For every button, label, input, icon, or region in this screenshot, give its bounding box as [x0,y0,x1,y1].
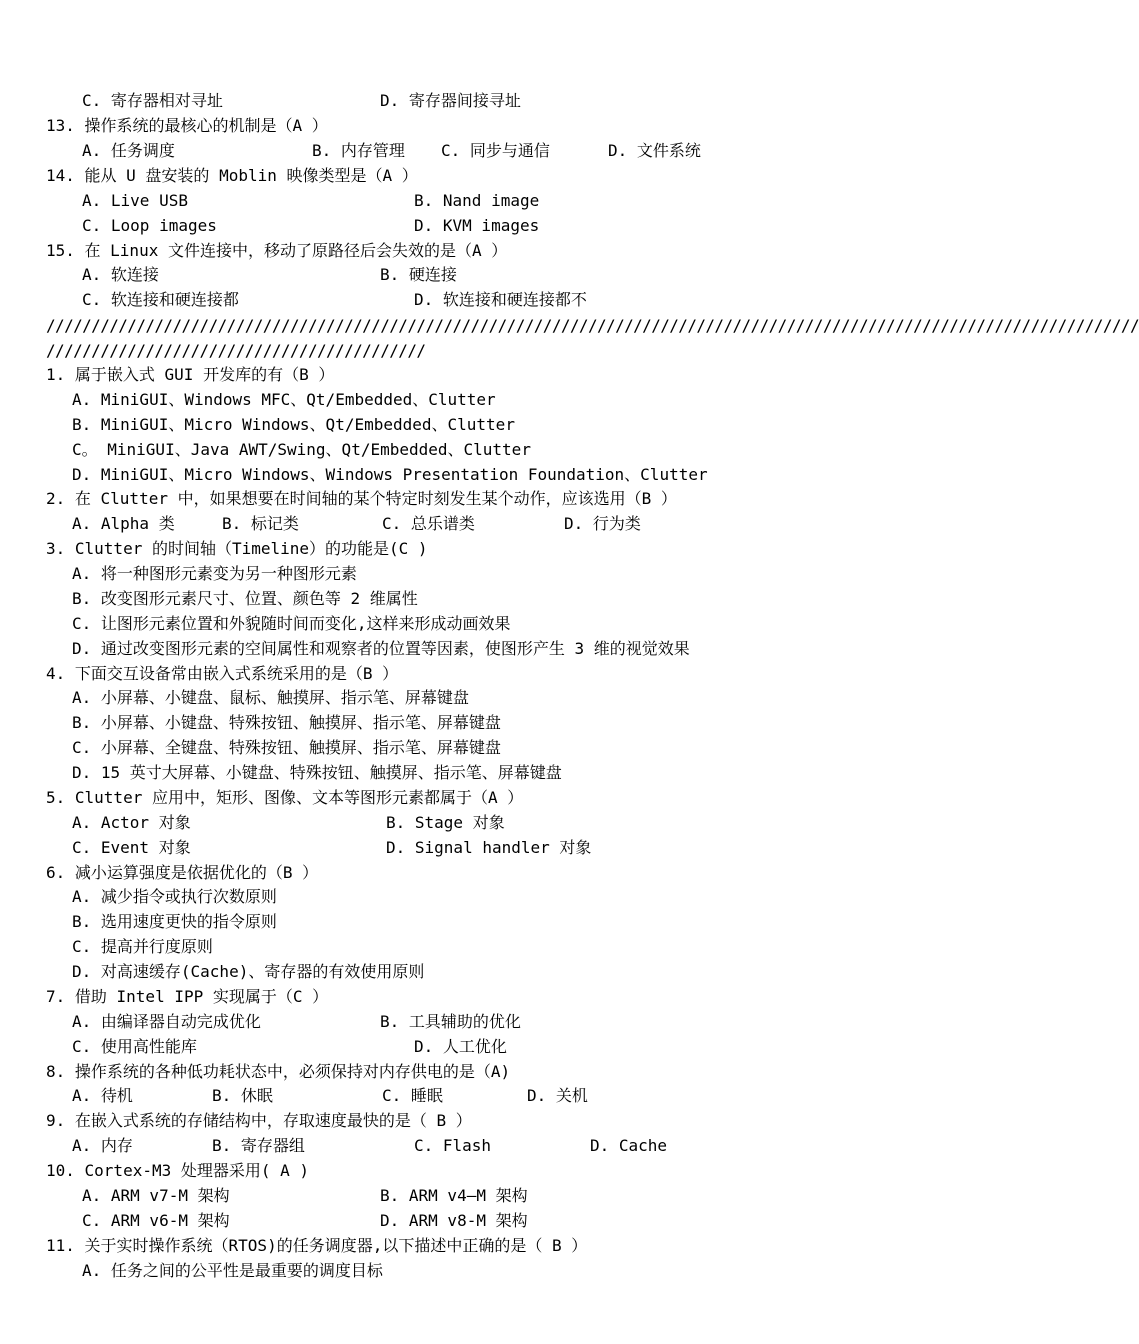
text-line: A. Live USB [82,191,188,210]
text-line: 10. Cortex-M3 处理器采用( A ) [46,1161,310,1180]
text-line: D. 人工优化 [414,1037,507,1056]
text-line: C. 总乐谱类 [382,514,475,533]
text-line: B. 小屏幕、小键盘、特殊按钮、触摸屏、指示笔、屏幕键盘 [72,713,501,732]
text-line: C. 使用高性能库 [72,1037,197,1056]
text-line: 11. 关于实时操作系统（RTOS)的任务调度器,以下描述中正确的是（ B ） [46,1236,588,1255]
text-line: C. 软连接和硬连接都 [82,290,239,309]
divider-line-1: ///////////////////////////////////////////////////////////////////////////////////////////////////////////////////////// [46,316,1139,335]
text-line: B. 标记类 [222,514,299,533]
text-line: D. 15 英寸大屏幕、小键盘、特殊按钮、触摸屏、指示笔、屏幕键盘 [72,763,562,782]
text-line: D. 文件系统 [608,141,701,160]
text-line: 15. 在 Linux 文件连接中，移动了原路径后会失效的是（A ） [46,241,508,260]
text-line: B. 硬连接 [380,265,457,284]
text-line: A. 减少指令或执行次数原则 [72,887,277,906]
text-line: 3. Clutter 的时间轴（Timeline）的功能是(C ) [46,539,428,558]
text-line: D. Signal handler 对象 [386,838,592,857]
text-line: C. 睡眠 [382,1086,443,1105]
text-line: C. Loop images [82,216,217,235]
text-line: 1. 属于嵌入式 GUI 开发库的有（B ） [46,365,335,384]
text-line: D. 对高速缓存(Cache)、寄存器的有效使用原则 [72,962,425,981]
text-line: D. 行为类 [564,514,641,533]
text-line: C. Flash [414,1136,492,1155]
text-line: A. Alpha 类 [72,514,175,533]
text-line: C. ARM v6-M 架构 [82,1211,230,1230]
text-line: D. KVM images [414,216,540,235]
text-line: B. 选用速度更快的指令原则 [72,912,277,931]
text-line: 2. 在 Clutter 中，如果想要在时间轴的某个特定时刻发生某个动作，应该选用（B ） [46,489,677,508]
text-line: B. Nand image [414,191,540,210]
text-line: A. 内存 [72,1136,133,1155]
text-line: A. 由编译器自动完成优化 [72,1012,261,1031]
text-line: 7. 借助 Intel IPP 实现属于（C ） [46,987,329,1006]
text-line: C. 提高并行度原则 [72,937,213,956]
text-line: 6. 减小运算强度是依据优化的（B ） [46,863,319,882]
text-line: A. 待机 [72,1086,133,1105]
text-line: C. Event 对象 [72,838,191,857]
text-line: D. Cache [590,1136,668,1155]
text-line: A. MiniGUI、Windows MFC、Qt/Embedded、Clutter [72,390,496,409]
text-line: 8. 操作系统的各种低功耗状态中，必须保持对内存供电的是（A) [46,1062,511,1081]
text-line: 13. 操作系统的最核心的机制是（A ） [46,116,328,135]
text-line: D. 通过改变图形元素的空间属性和观察者的位置等因素，使图形产生 3 维的视觉效果 [72,639,690,658]
text-line: C. 寄存器相对寻址 [82,91,223,110]
text-line: 5. Clutter 应用中，矩形、图像、文本等图形元素都属于（A ） [46,788,524,807]
text-line: B. ARM v4—M 架构 [380,1186,528,1205]
text-line: 14. 能从 U 盘安装的 Moblin 映像类型是（A ） [46,166,418,185]
text-line: 4. 下面交互设备常由嵌入式系统采用的是（B ） [46,664,399,683]
text-line: B. 改变图形元素尺寸、位置、颜色等 2 维属性 [72,589,418,608]
text-line: A. Actor 对象 [72,813,191,832]
divider-line-2: ////////////////////////////////////////// [46,341,426,360]
text-line: D. 寄存器间接寻址 [380,91,521,110]
text-line: B. MiniGUI、Micro Windows、Qt/Embedded、Clutter [72,415,515,434]
text-line: B. 休眠 [212,1086,273,1105]
text-line: A. 任务调度 [82,141,175,160]
text-line: B. 寄存器组 [212,1136,305,1155]
text-line: D. ARM v8-M 架构 [380,1211,528,1230]
text-line: B. 工具辅助的优化 [380,1012,521,1031]
text-line: A. 将一种图形元素变为另一种图形元素 [72,564,357,583]
text-line: 9. 在嵌入式系统的存储结构中，存取速度最快的是（ B ） [46,1111,472,1130]
text-line: A. 任务之间的公平性是最重要的调度目标 [82,1261,383,1280]
text-line: A. ARM v7-M 架构 [82,1186,230,1205]
text-line: C. 小屏幕、全键盘、特殊按钮、触摸屏、指示笔、屏幕键盘 [72,738,501,757]
text-line: B. Stage 对象 [386,813,505,832]
text-line: D. MiniGUI、Micro Windows、Windows Presentation Foundation、Clutter [72,465,708,484]
text-line: C. 让图形元素位置和外貌随时间而变化,这样来形成动画效果 [72,614,511,633]
text-line: A. 小屏幕、小键盘、鼠标、触摸屏、指示笔、屏幕键盘 [72,688,469,707]
text-line: B. 内存管理 [312,141,405,160]
text-line: D. 关机 [527,1086,588,1105]
text-line: C。 MiniGUI、Java AWT/Swing、Qt/Embedded、Clutter [72,440,531,459]
text-line: D. 软连接和硬连接都不 [414,290,587,309]
text-line: A. 软连接 [82,265,159,284]
text-line: C. 同步与通信 [441,141,550,160]
